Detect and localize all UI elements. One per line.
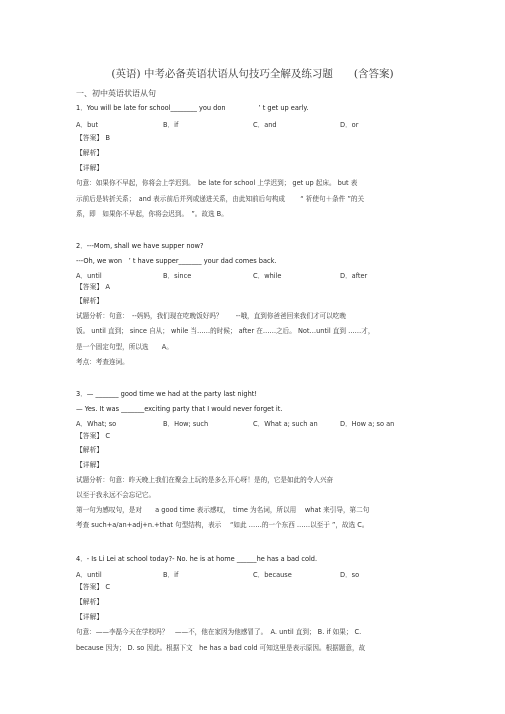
- question-3-stem-line2: — Yes. It was _______exciting party that I would never forget it.: [76, 405, 283, 413]
- question-2-options: [76, 270, 436, 279]
- question-1-stem: 1．You will be late for school________ you don ’ t get up early.: [76, 104, 309, 112]
- option-b: B．if: [163, 571, 179, 579]
- question-3-detail-line: 第一句为感叹句，是对 a good time 表示感叹， time 为名词，所以用 what 来引导，第二句: [76, 506, 370, 514]
- question-4-detail-line: 句意：——李磊今天在学校吗？ ——不，他在家因为他感冒了。 A. until 直到； B. if 如果； C.: [76, 628, 362, 636]
- question-3-detail-line: 试题分析：句意：昨天晚上我们在聚会上玩的是多么开心呀！是的，它是如此的令人兴奋: [76, 476, 334, 484]
- option-a: A．until: [76, 571, 102, 579]
- question-1-detail-label: 【详解】: [76, 164, 104, 172]
- question-1-detail-line: 系，即 如果你不早起，你将会迟到。 ”。故选 B。: [76, 210, 228, 218]
- question-4-answer: 【答案】 C: [76, 583, 111, 591]
- question-1-analysis-label: 【解析】: [76, 149, 104, 157]
- question-2-detail-line: 考点：考查连词。: [76, 358, 129, 366]
- option-c: C．while: [253, 272, 282, 280]
- question-1-options: [76, 119, 436, 128]
- option-b: B．How; such: [163, 420, 209, 428]
- section-heading: 一、初中英语状语从句: [76, 89, 156, 98]
- question-2-detail-line: 饭。 until 直到； since 自从； while 当……的时候； after 在……之后。 Not…until 直到 ……才，: [76, 327, 375, 335]
- question-4-options: [76, 569, 436, 578]
- question-3-detail-label: 【详解】: [76, 461, 104, 469]
- question-2-stem-line2: ---Oh, we won ’ t have supper_______ your dad comes back.: [76, 257, 277, 265]
- question-2-analysis-label: 【解析】: [76, 297, 104, 305]
- question-3-answer: 【答案】 C: [76, 432, 111, 440]
- option-c: C．and: [253, 121, 277, 129]
- question-3-detail-line: 考查 such+a/an+adj+n.+that 句型结构，表示 “如此 ……的一个东西 ……以至于 ”，故选 C。: [76, 521, 369, 529]
- option-d: D．so: [340, 571, 360, 579]
- option-b: B．since: [163, 272, 192, 280]
- question-1-detail-line: 示前后是转折关系； and 表示前后并列或递进关系，由此知前后句构成 “ 祈使句＋条件 ”的关: [76, 195, 365, 203]
- question-2-detail-line: 试题分析：句意： --妈妈，我们现在吃晚饭好吗？ --哦，直到你爸爸回来我们才可以吃晚: [76, 312, 346, 320]
- option-b: B．if: [163, 121, 179, 129]
- question-4-detail-line: because 因为； D. so 因此。根据下文 he has a bad cold 可知这里是表示原因。根据题意，故: [76, 644, 366, 652]
- option-a: A．but: [76, 121, 99, 129]
- option-c: C．because: [253, 571, 292, 579]
- question-3-options: [76, 418, 436, 427]
- question-4-analysis-label: 【解析】: [76, 598, 104, 606]
- option-d: D．or: [340, 121, 359, 129]
- question-3-analysis-label: 【解析】: [76, 446, 104, 454]
- question-4-stem: 4．- Is Li Lei at school today?- No. he is at home ______he has a bad cold.: [76, 555, 318, 563]
- document-title: (英语) 中考必备英语状语从句技巧全解及练习题 (含答案): [111, 68, 394, 80]
- option-a: A．What; so: [76, 420, 117, 428]
- option-d: D．How a; so an: [340, 420, 395, 428]
- question-1-detail-line: 句意：如果你不早起，你将会上学迟到。 be late for school 上学迟到； get up 起床。 but 表: [76, 179, 358, 187]
- question-3-detail-line: 以至于我永远不会忘记它。: [76, 491, 156, 499]
- question-1-answer: 【答案】 B: [76, 134, 111, 142]
- question-4-detail-label: 【详解】: [76, 613, 104, 621]
- option-d: D．after: [340, 272, 368, 280]
- question-2-detail-line: 是一个固定句型，所以选 A。: [76, 343, 173, 351]
- option-a: A．until: [76, 272, 102, 280]
- option-c: C．What a; such an: [253, 420, 318, 428]
- question-2-stem: 2．---Mom, shall we have supper now?: [76, 242, 204, 250]
- question-2-answer: 【答案】 A: [76, 283, 110, 291]
- question-3-stem: 3．— _______ good time we had at the party last night!: [76, 390, 257, 398]
